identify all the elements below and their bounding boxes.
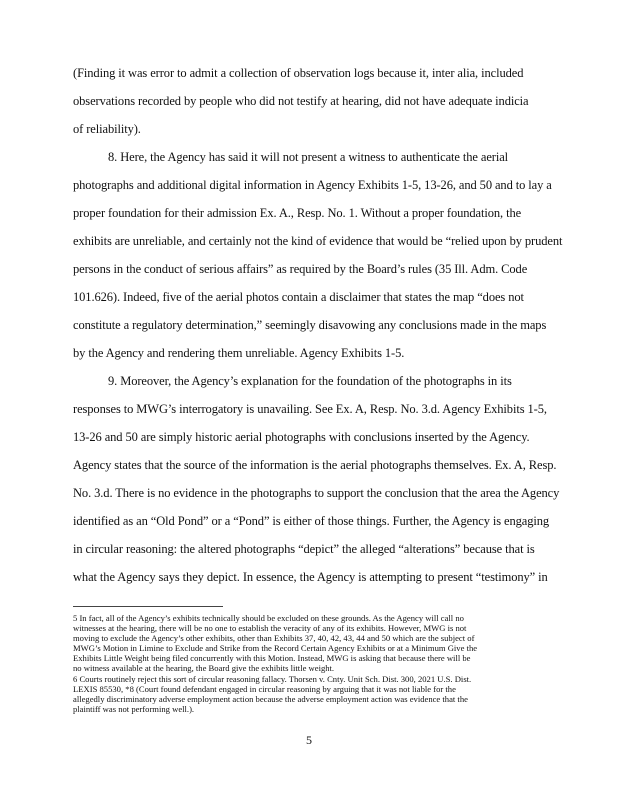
footnote-6-line: allegedly discriminatory adverse employment action because the adverse employment action was evidence that the [73, 694, 468, 704]
body-line: identified as an “Old Pond” or a “Pond” is either of those things. Further, the Agency is engaging [73, 514, 550, 528]
body-line: (Finding it was error to admit a collection of observation logs because it, inter alia, included [73, 66, 524, 80]
body-line: in circular reasoning: the altered photographs “depict” the alleged “alterations” because that is [73, 542, 535, 556]
footnote-5-line: witnesses at the hearing, there will be no one to establish the veracity of any of its exhibits. However, MWG is not [73, 623, 467, 633]
paragraph-8-first-line: 8. Here, the Agency has said it will not present a witness to authenticate the aerial [108, 150, 509, 164]
body-line: exhibits are unreliable, and certainly not the kind of evidence that would be “relied upon by prudent [73, 234, 563, 248]
body-line: No. 3.d. There is no evidence in the photographs to support the conclusion that the area the Agency [73, 486, 560, 500]
body-line: photographs and additional digital information in Agency Exhibits 1-5, 13-26, and 50 and to lay a [73, 178, 552, 192]
footnote-5-line: no witness available at the hearing, the Board give the exhibits little weight. [73, 663, 335, 673]
footnote-6-line: plaintiff was not performing well.). [73, 704, 195, 714]
footnote-divider [73, 606, 223, 607]
body-line: proper foundation for their admission Ex. A., Resp. No. 1. Without a proper foundation, the [73, 206, 522, 220]
body-line: Agency states that the source of the information is the aerial photographs themselves. Ex. A, Resp. [73, 458, 557, 472]
body-line: by the Agency and rendering them unreliable. Agency Exhibits 1-5. [73, 346, 405, 360]
footnote-6-line: LEXIS 85530, *8 (Court found defendant engaged in circular reasoning by arguing that it was not liable for the [73, 684, 456, 694]
page-number: 5 [306, 733, 312, 747]
body-line: 13-26 and 50 are simply historic aerial photographs with conclusions inserted by the Agency. [73, 430, 530, 444]
body-line: of reliability). [73, 122, 141, 136]
body-line: 101.626). Indeed, five of the aerial photos contain a disclaimer that states the map “does not [73, 290, 524, 304]
body-line: responses to MWG’s interrogatory is unavailing. See Ex. A, Resp. No. 3.d. Agency Exhibits 1-5, [73, 402, 547, 416]
body-line: what the Agency says they depict. In essence, the Agency is attempting to present “testimony” in [73, 570, 548, 584]
footnote-5-line: MWG’s Motion in Limine to Exclude and Strike from the Record Certain Agency Exhibits or at a Minimum Give the [73, 643, 478, 653]
footnote-5-line: moving to exclude the Agency’s other exhibits, other than Exhibits 37, 40, 42, 43, 44 and 50 which are the subject of [73, 633, 475, 643]
footnote-5-line: 5 In fact, all of the Agency’s exhibits technically should be excluded on these grounds. As the Agency will call no [73, 613, 464, 623]
body-line: constitute a regulatory determination,” seemingly disavowing any conclusions made in the maps [73, 318, 547, 332]
body-line: persons in the conduct of serious affairs” as required by the Board’s rules (35 Ill. Adm. Code [73, 262, 528, 276]
body-line: observations recorded by people who did not testify at hearing, did not have adequate indicia [73, 94, 529, 108]
paragraph-9-first-line: 9. Moreover, the Agency’s explanation for the foundation of the photographs in its [108, 374, 512, 388]
footnote-5-line: Exhibits Little Weight being filed concurrently with this Motion. Instead, MWG is asking that because there will be [73, 653, 471, 663]
footnote-6-line: 6 Courts routinely reject this sort of circular reasoning fallacy. Thorsen v. Cnty. Unit Sch. Dist. 300, 2021 U.S. Dist. [73, 674, 472, 684]
